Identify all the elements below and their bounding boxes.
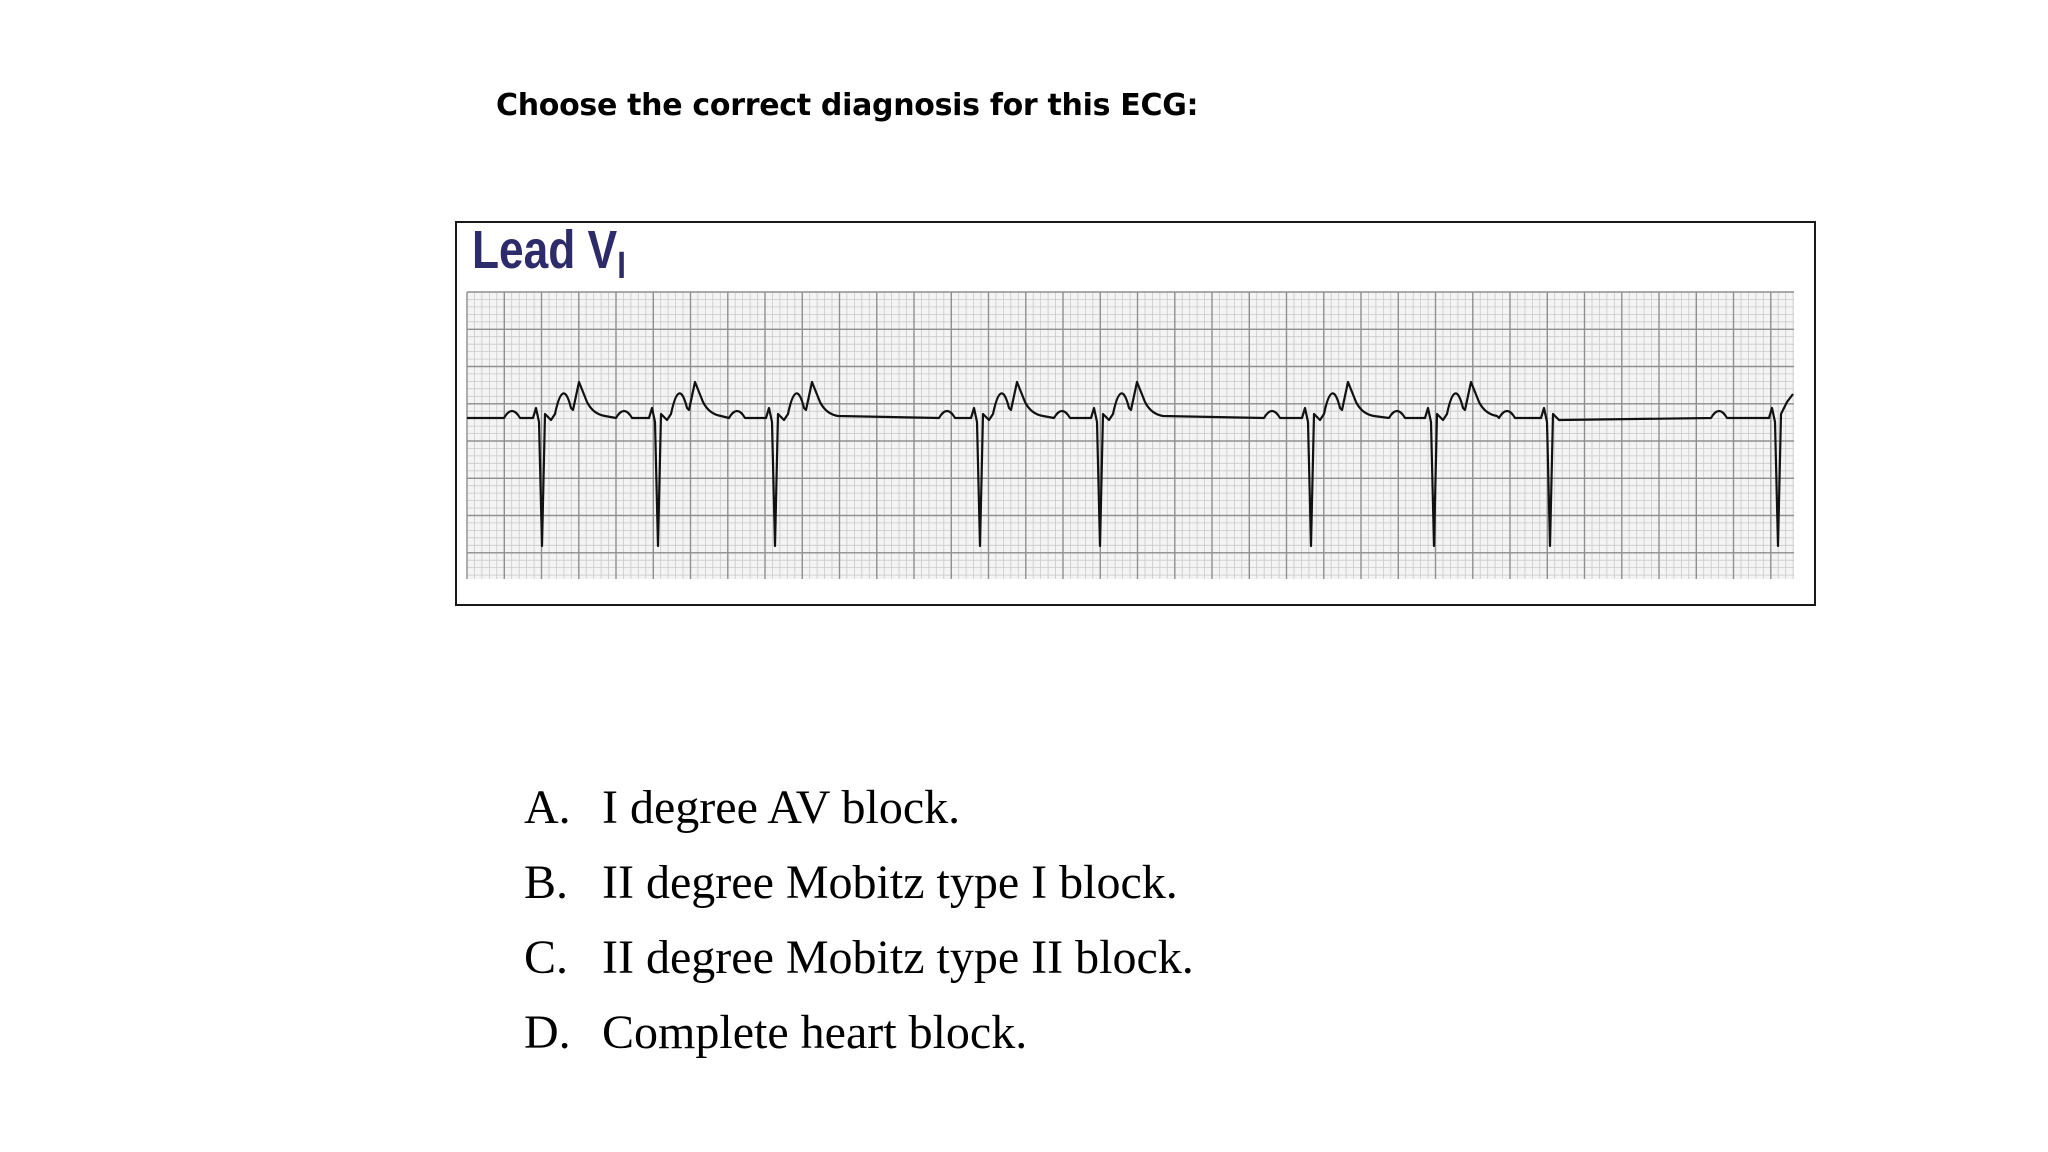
ecg-tracing xyxy=(457,223,1814,604)
option-letter: C. xyxy=(524,931,569,984)
option-letter: A. xyxy=(524,781,571,834)
question-prompt: Choose the correct diagnosis for this ECG: xyxy=(496,88,1199,123)
option-letter: D. xyxy=(524,1006,571,1059)
option-a[interactable] xyxy=(524,770,1194,845)
answer-options xyxy=(524,770,1194,1070)
lead-label-text: Lead V xyxy=(472,220,618,280)
option-d[interactable] xyxy=(524,995,1194,1070)
ecg-strip-figure xyxy=(455,221,1816,606)
option-text: II degree Mobitz type II block. xyxy=(602,931,1194,984)
lead-label xyxy=(472,219,626,288)
option-c[interactable] xyxy=(524,920,1194,995)
option-text: Complete heart block. xyxy=(602,1006,1028,1059)
option-text: I degree AV block. xyxy=(602,781,961,834)
option-text: II degree Mobitz type I block. xyxy=(602,856,1178,909)
option-b[interactable] xyxy=(524,845,1194,920)
option-letter: B. xyxy=(524,856,569,909)
lead-label-subscript: I xyxy=(617,245,626,287)
